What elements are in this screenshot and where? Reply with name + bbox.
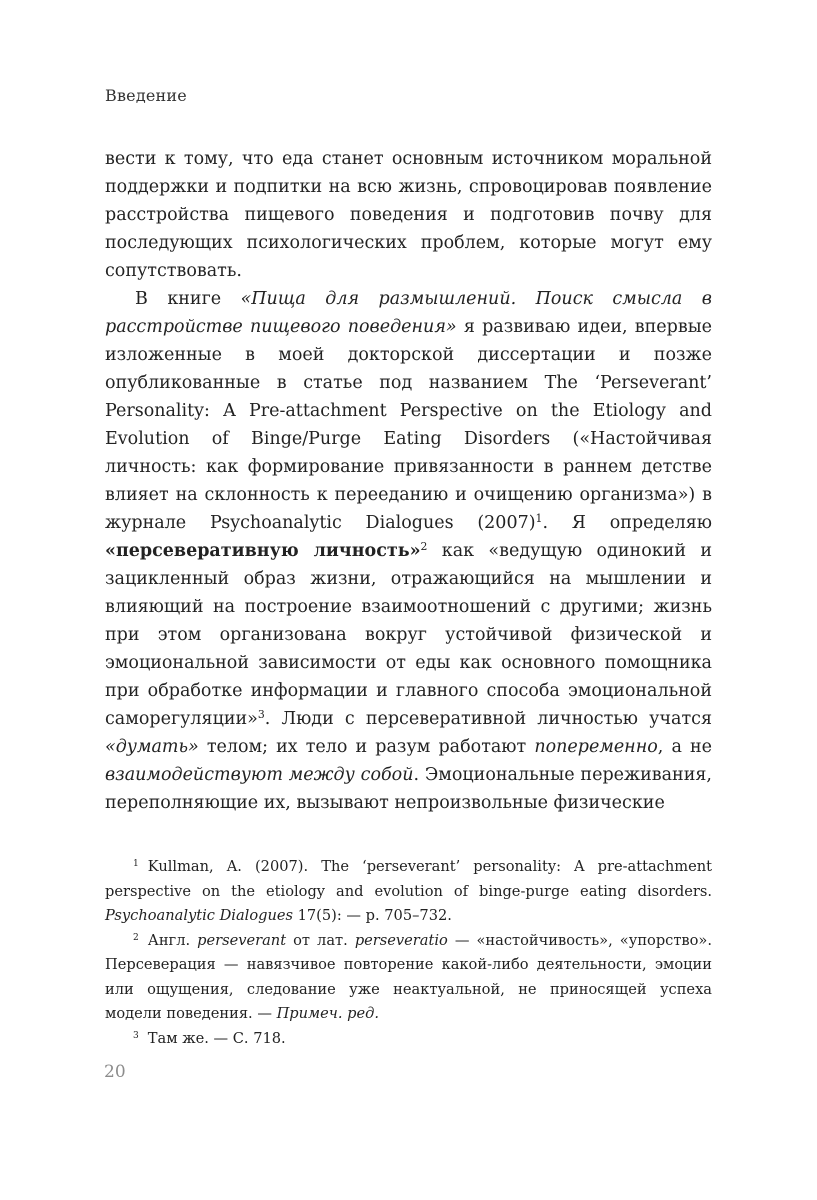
text-segment: «Пища для размышлений. Поиск смысла в расстройстве пищевого поведения» (105, 289, 712, 337)
text-segment: . Люди с персеверативной личностью учатся (264, 709, 712, 729)
footnote-reference: 1 (535, 512, 543, 526)
text-segment: вести к тому, что еда станет основным источником моральной поддержки и подпитки на всю жизнь, спровоцировав появление расстройства пищевого поведения и подготовив почву для последующих психологических проблем, которые могут ему сопутствовать. (105, 149, 712, 281)
text-segment: телом; их тело и разум работают (198, 737, 535, 757)
text-segment: я развиваю идеи, впервые изложенные в моей докторской диссертации и позже опубликованные в статье под названием The ‘Perseverant’ Personality: A Pre-attachment Perspective on the Etiology and Evolution of Binge/Purge Eating Disorders («Настойчивая личность: как формирование привязанности в раннем детстве влияет на склонность к перееданию и очищению организма») в журнале Psychoanalytic Dialogues (2007) (105, 317, 712, 533)
footnote-marker: 3 (133, 1030, 139, 1041)
paragraph (105, 145, 712, 285)
text-segment: от лат. (286, 931, 355, 949)
text-segment: . Я определяю (542, 513, 712, 533)
text-segment: , а не (657, 737, 712, 757)
footnote (105, 1027, 712, 1052)
text-segment: — «настойчивость», «упорство». Персеверация — навязчивое повторение какой-либо деятельности, эмоции или ощущения, следование уже неактуальной, не приносящей успеха модели поведения. — (105, 931, 712, 1022)
text-segment: как «ведущую одинокий и зацикленный образ жизни, отражающийся на мышлении и влияющий на построение взаимоотношений с другими; жизнь при этом организована вокруг устойчивой физической и эмоциональной зависимости от еды как основного помощника при обработке информации и главного способа эмоциональной саморегуляции» (105, 541, 712, 729)
footnote-reference: 2 (420, 540, 428, 554)
footnote (105, 929, 712, 1027)
text-segment: «персеверативную личность» (105, 541, 421, 561)
footnote-reference: 3 (257, 708, 265, 722)
text-segment: perseverant (197, 931, 287, 949)
footnote (105, 855, 712, 929)
text-segment: . Эмоциональные переживания, переполняющие их, вызывают непроизвольные физические (105, 765, 712, 813)
body-text (105, 145, 712, 817)
footnote-marker: 1 (133, 859, 139, 870)
text-segment: взаимодействуют между собой (105, 765, 414, 785)
footnotes (105, 855, 712, 1051)
text-segment: «думать» (105, 737, 199, 757)
footnote-marker: 2 (133, 932, 139, 943)
text-segment: Psychoanalytic Dialogues (105, 907, 293, 924)
page-number: 20 (104, 1062, 126, 1082)
text-segment: Примеч. ред. (276, 1005, 379, 1022)
text-segment: попеременно (534, 737, 658, 757)
text-segment: В книге (135, 289, 241, 309)
text-segment: Kullman, A. (2007). The ‘perseverant’ personality: A pre-attachment perspective on the etiology and evolution of binge-purge eating disorders. (105, 858, 712, 900)
running-head: Введение (105, 86, 187, 105)
text-segment: 17(5): — p. 705–732. (292, 907, 452, 924)
paragraph (105, 285, 712, 817)
text-segment: Англ. (147, 931, 198, 949)
text-segment: Там же. — С. 718. (147, 1029, 286, 1047)
text-segment: perseveratio (354, 931, 448, 949)
